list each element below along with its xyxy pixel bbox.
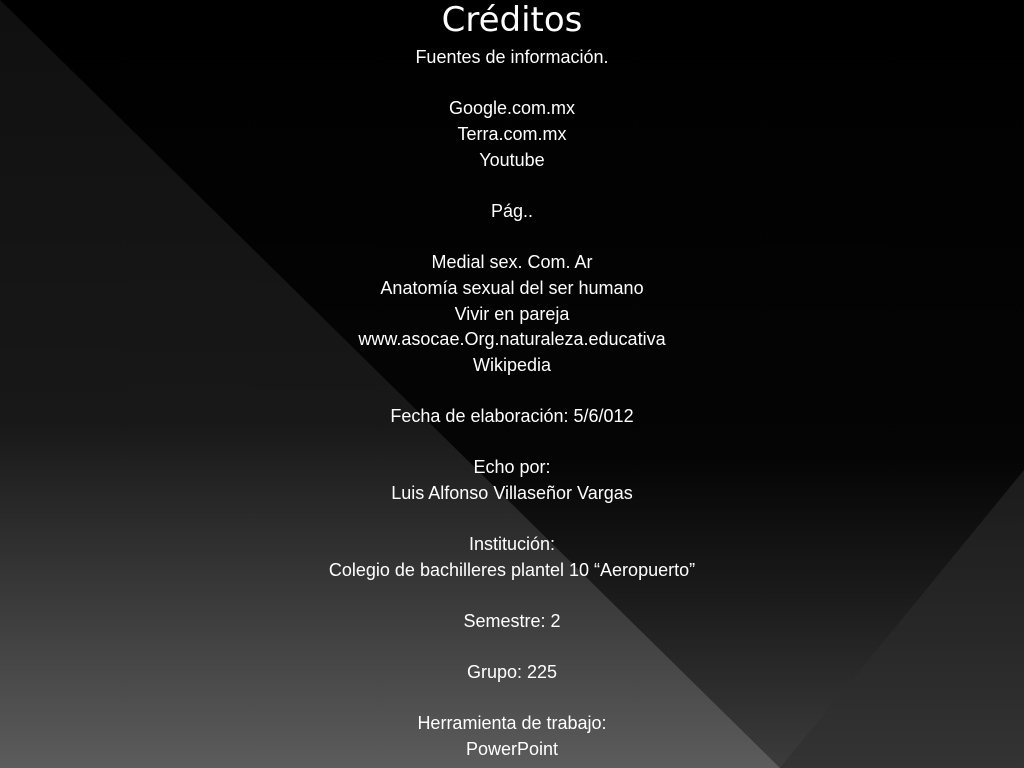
page-item: Medial sex. Com. Ar xyxy=(431,252,593,272)
slide-title: Créditos xyxy=(441,0,583,40)
pages-label: Pág.. xyxy=(490,201,534,221)
date-text: Fecha de elaboración: 5/6/012 xyxy=(390,406,634,426)
tool-name: PowerPoint xyxy=(465,739,559,759)
group-text: Grupo: 225 xyxy=(466,662,558,682)
tool-label: Herramienta de trabajo: xyxy=(417,713,607,733)
page-item: www.asocae.Org.naturaleza.educativa xyxy=(358,329,666,349)
institution-name: Colegio de bachilleres plantel 10 “Aeropuerto” xyxy=(328,560,696,580)
source-item: Google.com.mx xyxy=(448,98,576,118)
institution-label: Institución: xyxy=(468,534,556,554)
page-item: Anatomía sexual del ser humano xyxy=(380,278,644,298)
page-item: Vivir en pareja xyxy=(454,304,570,324)
author-name: Luis Alfonso Villaseñor Vargas xyxy=(391,483,633,503)
source-item: Terra.com.mx xyxy=(457,124,567,144)
semester-text: Semestre: 2 xyxy=(463,611,561,631)
author-label: Echo por: xyxy=(473,457,551,477)
source-item: Youtube xyxy=(479,150,545,170)
subtitle: Fuentes de información. xyxy=(415,47,609,67)
page-item: Wikipedia xyxy=(472,355,552,375)
